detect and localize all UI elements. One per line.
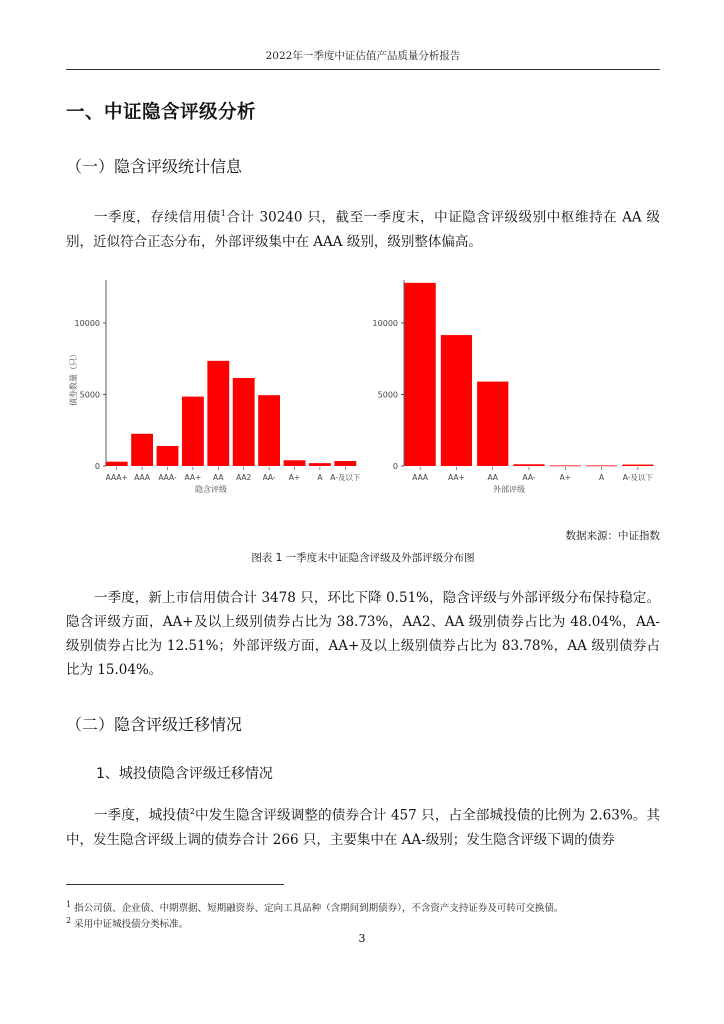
bar (334, 461, 356, 466)
x-tick-label: AA2 (236, 473, 252, 482)
footnote-2 (66, 916, 188, 930)
x-tick-label: A-及以下 (330, 473, 361, 482)
x-tick-label: AA- (522, 473, 536, 482)
x-tick-label: AAA (412, 473, 429, 482)
x-tick-label: A-及以下 (622, 473, 653, 482)
bar (441, 335, 472, 466)
implied-rating-chart (68, 280, 361, 494)
x-tick-label: AA+ (448, 473, 465, 482)
x-tick-label: AAA (134, 473, 151, 482)
external-rating-chart (373, 280, 654, 494)
x-tick-label: AAA- (158, 473, 177, 482)
x-tick-label: AA (487, 473, 498, 482)
bar (258, 395, 280, 466)
bar (207, 361, 229, 466)
y-tick-label: 10000 (372, 318, 398, 328)
paragraph-1 (66, 202, 660, 254)
paragraph-2: 一季度，新上市信用债合计 3478 只，环比下降 0.51%，隐含评级与外部评级分布保持稳定。隐含评级方面，AA+及以上级别债券占比为 38.73%，AA2、AA 级别债券占比为 48.04%，AA-级别债券占比为 12.51%；外部评级方面，AA+及以上级别债券占比为 83.78%，AA 级别债券占比为 15.04%。 (66, 590, 660, 678)
data-source: 数据来源：中证指数 (565, 530, 660, 542)
sub-subsection-heading-1: 1、城投债隐含评级迁移情况 (96, 766, 273, 782)
x-tick-label: A+ (559, 473, 571, 482)
y-tick-label: 0 (392, 462, 398, 471)
x-tick-label: AA- (262, 473, 276, 482)
footnote-2-text: 采用中证城投债分类标准。 (74, 919, 189, 931)
footnote-ref-1: 1 (220, 209, 226, 218)
paragraph-1-part-b: 合计 30240 只，截至一季度末，中证隐含评级级别中枢维持在 AA 级别，近似符合正态分布，外部评级集中在 AAA 级别，级别整体偏高。 (66, 209, 660, 250)
y-tick-label: 5000 (377, 390, 398, 400)
x-axis-label: 隐含评级 (195, 485, 227, 494)
subsection-heading-1: （一）隐含评级统计信息 (66, 157, 243, 176)
bar (131, 434, 153, 466)
footnote-1 (66, 900, 563, 914)
footnote-rule (66, 884, 284, 885)
paragraph-3-part-a: 一季度，城投债 (94, 807, 190, 824)
bar (405, 283, 436, 466)
paragraph-1-part-a: 一季度，存续信用债 (94, 209, 221, 226)
section-heading-1: 一、中证隐含评级分析 (66, 102, 257, 123)
bar (550, 465, 581, 466)
bar (586, 465, 617, 466)
page-number: 3 (358, 932, 366, 945)
x-tick-label: AA+ (184, 473, 202, 482)
footnote-ref-2: 2 (189, 807, 195, 816)
bar (182, 397, 204, 466)
x-tick-label: AAA+ (105, 473, 128, 482)
paragraph-3 (66, 800, 660, 852)
subsection-heading-2: （二）隐含评级迁移情况 (66, 715, 243, 734)
bar (513, 464, 544, 466)
x-tick-label: A+ (288, 473, 301, 482)
header-rule (66, 69, 660, 70)
bar (284, 460, 306, 466)
page-header: 2022年一季度中证估值产品质量分析报告 (265, 50, 461, 62)
rating-distribution-charts (66, 272, 660, 508)
footnote-2-number: 2 (66, 916, 72, 925)
y-tick-label: 10000 (74, 318, 100, 328)
x-tick-label: AA (213, 473, 224, 482)
bar (233, 378, 255, 466)
bar (309, 463, 331, 466)
x-axis-label: 外部评级 (493, 485, 525, 494)
y-axis-label: 债券数量（只） (69, 350, 78, 406)
bar (622, 465, 653, 466)
footnote-1-number: 1 (66, 900, 72, 909)
footnote-1-text: 指公司债、企业债、中期票据、短期融资券、定向工具品种（含期间到期债券），不含资产支持证券及可转可交换债。 (74, 903, 564, 915)
y-tick-label: 0 (94, 462, 100, 471)
x-tick-label: A (317, 473, 323, 482)
y-tick-label: 5000 (79, 390, 100, 400)
figure-caption: 图表 1 一季度末中证隐含评级及外部评级分布图 (251, 552, 475, 564)
bar (106, 462, 128, 466)
x-tick-label: A (599, 473, 605, 482)
paragraph-3-part-b: 中发生隐含评级调整的债券合计 457 只，占全部城投债的比例为 2.63%。其中，发生隐含评级上调的债券合计 266 只，主要集中在 AA-级别；发生隐含评级下调的债券 (66, 807, 660, 848)
bar (157, 446, 179, 466)
bar (477, 382, 508, 466)
